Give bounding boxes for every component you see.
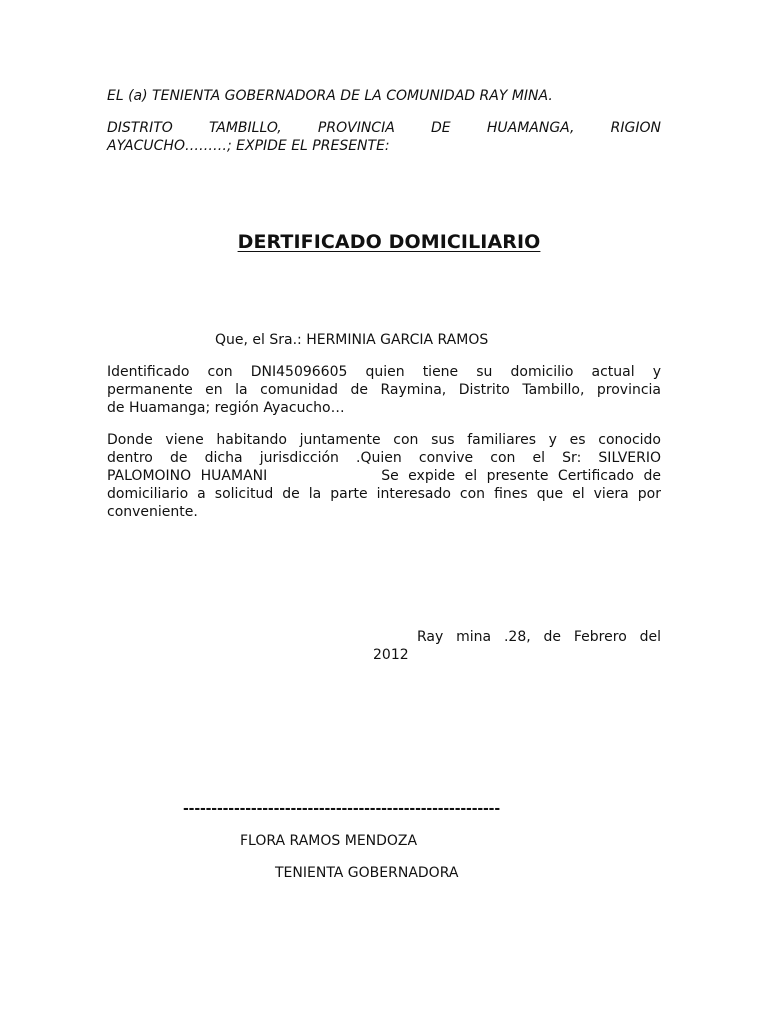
paragraph-identification-line-2: permanente en la comunidad de Raymina, Distrito Tambillo, provincia [107, 382, 661, 398]
paragraph-identification-line-1: Identificado con DNI45096605 quien tiene su domicilio actual y [107, 364, 661, 380]
paragraph-residence-line-4: domiciliario a solicitud de la parte interesado con fines que el viera por [107, 486, 661, 502]
document-title: DERTIFICADO DOMICILIARIO [237, 231, 541, 253]
header-line-authority: EL (a) TENIENTA GOBERNADORA DE LA COMUNIDAD RAY MINA. [107, 88, 553, 104]
signatory-role: TENIENTA GOBERNADORA [275, 865, 459, 881]
signature-line: -------------------------------------------------------- [183, 801, 500, 817]
header-line-district: DISTRITO TAMBILLO, PROVINCIA DE HUAMANGA, RIGION [107, 120, 661, 136]
header-line-region: AYACUCHO………; EXPIDE EL PRESENTE: [107, 138, 390, 154]
paragraph-residence-line-2: dentro de dicha jurisdicción .Quien convive con el Sr: SILVERIO [107, 450, 661, 466]
resident-name-line: Que, el Sra.: HERMINIA GARCIA RAMOS [215, 332, 489, 348]
paragraph-identification-line-3: de Huamanga; región Ayacucho… [107, 400, 345, 416]
paragraph-residence-line-5: conveniente. [107, 504, 198, 520]
issue-date-line-1: Ray mina .28, de Febrero del [417, 629, 661, 645]
signatory-name: FLORA RAMOS MENDOZA [240, 833, 418, 849]
paragraph-residence-line-3: PALOMOINO HUAMANI Se expide el presente Certificado de [107, 468, 661, 484]
issue-date-year: 2012 [373, 647, 409, 663]
paragraph-residence-line-1: Donde viene habitando juntamente con sus familiares y es conocido [107, 432, 661, 448]
